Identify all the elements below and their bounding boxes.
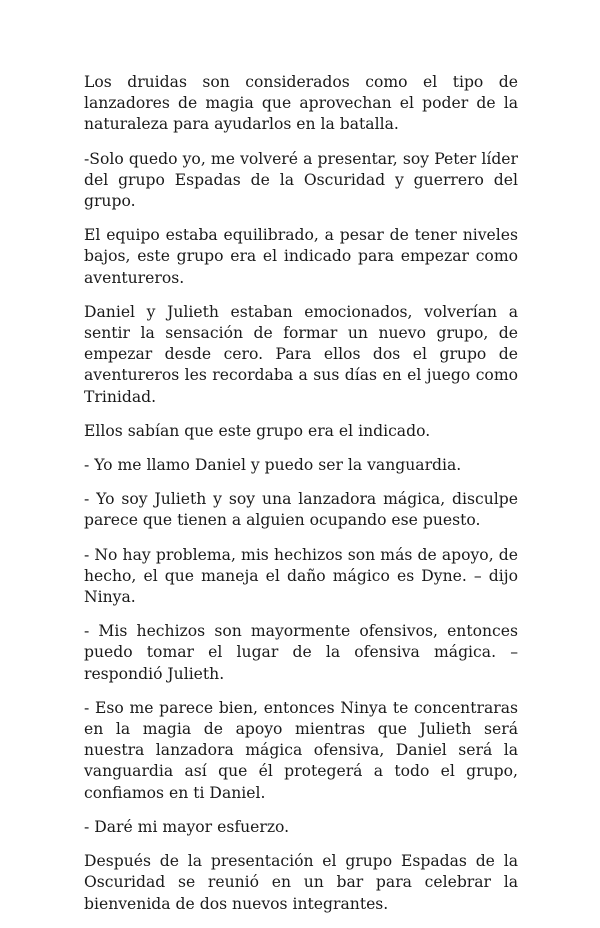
paragraph-5: Ellos sabían que este grupo era el indicado. xyxy=(84,421,431,440)
paragraph-12: Después de la presentación el grupo Espadas de la Oscuridad se reunió en un bar para celebrar la bienvenida de dos nuevos integrantes. xyxy=(84,852,518,913)
paragraph-10: - Eso me parece bien, entonces Ninya te concentraras en la magia de apoyo mientras que Julieth será nuestra lanzadora mágica ofensiva, Daniel será la vanguardia así que él protegerá a todo el grupo, confiamos en ti Daniel. xyxy=(84,698,518,802)
paragraph-3: El equipo estaba equilibrado, a pesar de tener niveles bajos, este grupo era el indicado para empezar como aventureros. xyxy=(84,226,518,287)
paragraph-6: - Yo me llamo Daniel y puedo ser la vanguardia. xyxy=(84,456,462,475)
paragraph-11: - Daré mi mayor esfuerzo. xyxy=(84,817,290,836)
paragraph-1: Los druidas son considerados como el tipo de lanzadores de magia que aprovechan el poder de la naturaleza para ayudarlos en la batalla. xyxy=(84,73,518,134)
paragraph-2: -Solo quedo yo, me volveré a presentar, soy Peter líder del grupo Espadas de la Oscuridad y guerrero del grupo. xyxy=(84,149,518,211)
paragraph-4: Daniel y Julieth estaban emocionados, volverían a sentir la sensación de formar un nuevo grupo, de empezar desde cero. Para ellos dos el grupo de aventureros les recordaba a sus días en el juego como Trinidad. xyxy=(84,302,518,406)
paragraph-9: - Mis hechizos son mayormente ofensivos, entonces puedo tomar el lugar de la ofensiva mágica. – respondió Julieth. xyxy=(84,622,518,683)
page-body xyxy=(84,72,518,928)
paragraph-7: - Yo soy Julieth y soy una lanzadora mágica, disculpe parece que tienen a alguien ocupando ese puesto. xyxy=(84,490,518,530)
paragraph-8: - No hay problema, mis hechizos son más de apoyo, de hecho, el que maneja el daño mágico es Dyne. – dijo Ninya. xyxy=(84,545,518,607)
